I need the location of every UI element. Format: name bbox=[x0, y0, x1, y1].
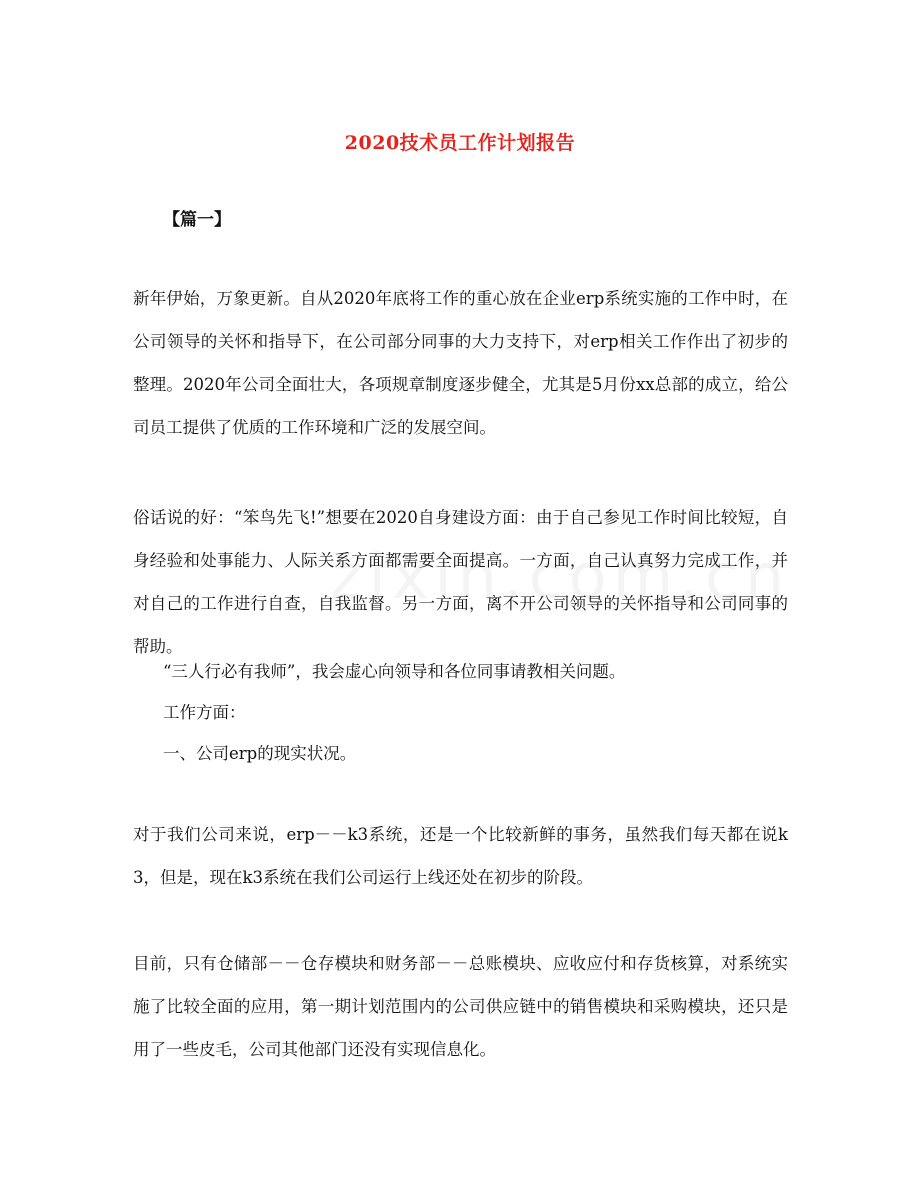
paragraph-5: 目前，只有仓储部－－仓存模块和财务部－－总账模块、应收应付和存货核算，对系统实施了比较全面的应用，第一期计划范围内的公司供应链中的销售模块和采购模块，还只是用了一些皮毛，公司其他部门还没有实现信息化。 bbox=[133, 954, 788, 1059]
paragraph-2: 俗话说的好：“笨鸟先飞!”想要在2020自身建设方面：由于自己参见工作时间比较短，自身经验和处事能力、人际关系方面都需要全面提高。一方面，自己认真努力完成工作，并对自己的工作进行自查，自我监督。另一方面，离不开公司领导的关怀指导和公司同事的帮助。 bbox=[133, 508, 788, 656]
paragraph-4: 对于我们公司来说，erp－－k3系统，还是一个比较新鲜的事务，虽然我们每天都在说k3，但是，现在k3系统在我们公司运行上线还处在初步的阶段。 bbox=[133, 825, 788, 887]
paragraph-work-heading: 工作方面： bbox=[163, 703, 246, 722]
paragraph-1: 新年伊始，万象更新。自从2020年底将工作的重心放在企业erp系统实施的工作中时，在公司领导的关怀和指导下，在公司部分同事的大力支持下，对erp相关工作作出了初步的整理。2020年公司全面壮大，各项规章制度逐步健全，尤其是5月份xx总部的成立，给公司员工提供了优质的工作环境和广泛的发展空间。 bbox=[133, 289, 788, 437]
paragraph-3: “三人行必有我师”，我会虚心向领导和各位同事请教相关问题。 bbox=[163, 662, 626, 681]
document-title: 2020技术员工作计划报告 bbox=[344, 132, 576, 154]
section-label: 【篇一】 bbox=[163, 210, 231, 230]
paragraph-erp-status-heading: 一、公司erp的现实状况。 bbox=[163, 744, 357, 763]
watermark-text bbox=[330, 540, 790, 613]
